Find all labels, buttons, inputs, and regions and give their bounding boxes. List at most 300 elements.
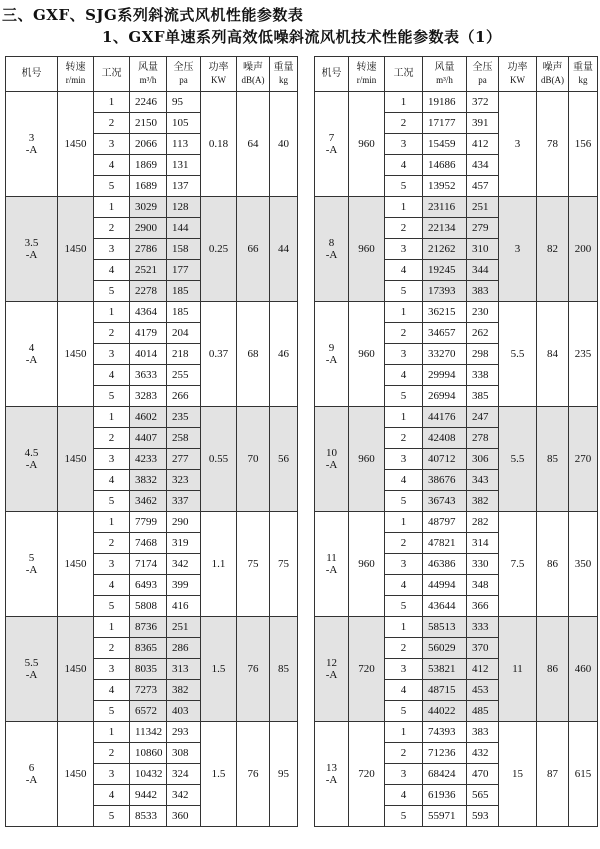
flow-cell: 3462 <box>130 491 167 512</box>
header-weight: 重量 kg <box>270 57 298 92</box>
weight-cell: 40 <box>270 92 298 197</box>
condition-cell: 5 <box>94 596 130 617</box>
speed-cell: 960 <box>349 302 385 407</box>
section-title: 三、GXF、SJG系列斜流式风机性能参数表 <box>2 6 304 24</box>
speed-cell: 1450 <box>58 617 94 722</box>
condition-cell: 2 <box>94 533 130 554</box>
flow-cell: 4179 <box>130 323 167 344</box>
model-cell: 3.5 -A <box>6 197 58 302</box>
model-cell: 7 -A <box>315 92 349 197</box>
pressure-cell: 144 <box>167 218 201 239</box>
weight-cell: 95 <box>270 722 298 827</box>
flow-cell: 26994 <box>423 386 467 407</box>
pressure-cell: 308 <box>167 743 201 764</box>
condition-cell: 3 <box>94 449 130 470</box>
condition-cell: 1 <box>385 512 423 533</box>
pressure-cell: 247 <box>467 407 499 428</box>
pressure-cell: 293 <box>167 722 201 743</box>
flow-cell: 3029 <box>130 197 167 218</box>
flow-cell: 2900 <box>130 218 167 239</box>
pressure-cell: 255 <box>167 365 201 386</box>
pressure-cell: 324 <box>167 764 201 785</box>
table-row <box>6 512 298 533</box>
pressure-cell: 131 <box>167 155 201 176</box>
condition-cell: 4 <box>94 260 130 281</box>
table-row <box>315 617 598 638</box>
pressure-cell: 113 <box>167 134 201 155</box>
flow-cell: 53821 <box>423 659 467 680</box>
pressure-cell: 279 <box>467 218 499 239</box>
table-row <box>6 92 298 113</box>
condition-cell: 2 <box>94 428 130 449</box>
power-cell: 3 <box>499 197 537 302</box>
condition-cell: 3 <box>385 554 423 575</box>
noise-cell: 87 <box>537 722 569 827</box>
flow-cell: 8035 <box>130 659 167 680</box>
pressure-cell: 306 <box>467 449 499 470</box>
condition-cell: 2 <box>385 533 423 554</box>
flow-cell: 4364 <box>130 302 167 323</box>
power-cell: 0.25 <box>201 197 237 302</box>
speed-cell: 720 <box>349 617 385 722</box>
speed-cell: 1450 <box>58 302 94 407</box>
flow-cell: 58513 <box>423 617 467 638</box>
speed-cell: 960 <box>349 197 385 302</box>
condition-cell: 3 <box>385 239 423 260</box>
power-cell: 1.5 <box>201 617 237 722</box>
noise-cell: 86 <box>537 617 569 722</box>
table-row <box>6 617 298 638</box>
condition-cell: 3 <box>385 134 423 155</box>
condition-cell: 5 <box>385 806 423 827</box>
pressure-cell: 453 <box>467 680 499 701</box>
pressure-cell: 177 <box>167 260 201 281</box>
condition-cell: 3 <box>94 659 130 680</box>
model-cell: 13 -A <box>315 722 349 827</box>
table-row <box>315 302 598 323</box>
flow-cell: 19186 <box>423 92 467 113</box>
flow-cell: 7468 <box>130 533 167 554</box>
pressure-cell: 348 <box>467 575 499 596</box>
power-cell: 15 <box>499 722 537 827</box>
flow-cell: 19245 <box>423 260 467 281</box>
flow-cell: 71236 <box>423 743 467 764</box>
condition-cell: 4 <box>94 365 130 386</box>
power-cell: 11 <box>499 617 537 722</box>
weight-cell: 270 <box>569 407 598 512</box>
noise-cell: 78 <box>537 92 569 197</box>
weight-cell: 75 <box>270 512 298 617</box>
pressure-cell: 286 <box>167 638 201 659</box>
table-row <box>315 407 598 428</box>
weight-cell: 85 <box>270 617 298 722</box>
pressure-cell: 319 <box>167 533 201 554</box>
pressure-cell: 366 <box>467 596 499 617</box>
table-row <box>315 512 598 533</box>
speed-cell: 1450 <box>58 407 94 512</box>
pressure-cell: 158 <box>167 239 201 260</box>
condition-cell: 2 <box>94 638 130 659</box>
pressure-cell: 298 <box>467 344 499 365</box>
noise-cell: 68 <box>237 302 270 407</box>
flow-cell: 48715 <box>423 680 467 701</box>
power-cell: 1.5 <box>201 722 237 827</box>
power-cell: 5.5 <box>499 302 537 407</box>
header-row <box>6 57 298 92</box>
flow-cell: 4233 <box>130 449 167 470</box>
flow-cell: 2521 <box>130 260 167 281</box>
weight-cell: 200 <box>569 197 598 302</box>
header-condition: 工况 <box>385 57 423 92</box>
model-cell: 12 -A <box>315 617 349 722</box>
condition-cell: 4 <box>94 575 130 596</box>
flow-cell: 46386 <box>423 554 467 575</box>
flow-cell: 10860 <box>130 743 167 764</box>
pressure-cell: 385 <box>467 386 499 407</box>
condition-cell: 4 <box>385 155 423 176</box>
condition-cell: 3 <box>94 344 130 365</box>
condition-cell: 5 <box>94 491 130 512</box>
model-cell: 5 -A <box>6 512 58 617</box>
flow-cell: 43644 <box>423 596 467 617</box>
flow-cell: 29994 <box>423 365 467 386</box>
pressure-cell: 185 <box>167 281 201 302</box>
noise-cell: 76 <box>237 722 270 827</box>
power-cell: 0.18 <box>201 92 237 197</box>
flow-cell: 8533 <box>130 806 167 827</box>
noise-cell: 76 <box>237 617 270 722</box>
flow-cell: 11342 <box>130 722 167 743</box>
flow-cell: 47821 <box>423 533 467 554</box>
condition-cell: 2 <box>94 743 130 764</box>
pressure-cell: 412 <box>467 659 499 680</box>
flow-cell: 8365 <box>130 638 167 659</box>
condition-cell: 3 <box>385 659 423 680</box>
flow-cell: 17393 <box>423 281 467 302</box>
condition-cell: 1 <box>385 617 423 638</box>
condition-cell: 3 <box>385 764 423 785</box>
pressure-cell: 342 <box>167 554 201 575</box>
flow-cell: 14686 <box>423 155 467 176</box>
condition-cell: 1 <box>385 722 423 743</box>
condition-cell: 4 <box>94 785 130 806</box>
pressure-cell: 457 <box>467 176 499 197</box>
pressure-cell: 565 <box>467 785 499 806</box>
weight-cell: 350 <box>569 512 598 617</box>
table-title: 1、GXF单速系列高效低噪斜流风机技术性能参数表（1） <box>102 28 502 46</box>
flow-cell: 2246 <box>130 92 167 113</box>
flow-cell: 2278 <box>130 281 167 302</box>
condition-cell: 5 <box>94 386 130 407</box>
condition-cell: 5 <box>385 176 423 197</box>
condition-cell: 2 <box>385 743 423 764</box>
condition-cell: 5 <box>385 281 423 302</box>
header-flow: 风量 m³/h <box>130 57 167 92</box>
flow-cell: 6493 <box>130 575 167 596</box>
condition-cell: 4 <box>94 155 130 176</box>
pressure-cell: 372 <box>467 92 499 113</box>
pressure-cell: 383 <box>467 722 499 743</box>
pressure-cell: 403 <box>167 701 201 722</box>
condition-cell: 4 <box>385 575 423 596</box>
pressure-cell: 412 <box>467 134 499 155</box>
header-row <box>315 57 598 92</box>
noise-cell: 64 <box>237 92 270 197</box>
pressure-cell: 382 <box>167 680 201 701</box>
pressure-cell: 185 <box>167 302 201 323</box>
speed-cell: 720 <box>349 722 385 827</box>
condition-cell: 1 <box>385 302 423 323</box>
condition-cell: 1 <box>94 197 130 218</box>
flow-cell: 2150 <box>130 113 167 134</box>
header-condition: 工况 <box>94 57 130 92</box>
pressure-cell: 313 <box>167 659 201 680</box>
weight-cell: 615 <box>569 722 598 827</box>
flow-cell: 74393 <box>423 722 467 743</box>
pressure-cell: 266 <box>167 386 201 407</box>
condition-cell: 1 <box>385 92 423 113</box>
flow-cell: 3633 <box>130 365 167 386</box>
noise-cell: 66 <box>237 197 270 302</box>
flow-cell: 36743 <box>423 491 467 512</box>
flow-cell: 7799 <box>130 512 167 533</box>
condition-cell: 2 <box>385 323 423 344</box>
condition-cell: 4 <box>94 680 130 701</box>
pressure-cell: 485 <box>467 701 499 722</box>
model-cell: 5.5 -A <box>6 617 58 722</box>
speed-cell: 960 <box>349 512 385 617</box>
pressure-cell: 470 <box>467 764 499 785</box>
flow-cell: 61936 <box>423 785 467 806</box>
pressure-cell: 391 <box>467 113 499 134</box>
condition-cell: 1 <box>94 512 130 533</box>
header-power: 功率 KW <box>201 57 237 92</box>
model-cell: 4 -A <box>6 302 58 407</box>
header-flow: 风量 m³/h <box>423 57 467 92</box>
condition-cell: 5 <box>94 176 130 197</box>
flow-cell: 3283 <box>130 386 167 407</box>
table-row <box>6 722 298 743</box>
pressure-cell: 251 <box>467 197 499 218</box>
condition-cell: 2 <box>94 323 130 344</box>
flow-cell: 68424 <box>423 764 467 785</box>
flow-cell: 38676 <box>423 470 467 491</box>
flow-cell: 55971 <box>423 806 467 827</box>
speed-cell: 1450 <box>58 512 94 617</box>
pressure-cell: 593 <box>467 806 499 827</box>
condition-cell: 4 <box>94 470 130 491</box>
condition-cell: 1 <box>385 407 423 428</box>
header-model: 机号 <box>6 57 58 92</box>
condition-cell: 2 <box>385 638 423 659</box>
power-cell: 1.1 <box>201 512 237 617</box>
flow-cell: 2786 <box>130 239 167 260</box>
pressure-cell: 251 <box>167 617 201 638</box>
flow-cell: 23116 <box>423 197 467 218</box>
condition-cell: 3 <box>385 344 423 365</box>
condition-cell: 3 <box>94 239 130 260</box>
weight-cell: 46 <box>270 302 298 407</box>
pressure-cell: 258 <box>167 428 201 449</box>
header-noise: 噪声 dB(A) <box>537 57 569 92</box>
pressure-cell: 262 <box>467 323 499 344</box>
left-spec-table <box>5 56 298 827</box>
condition-cell: 1 <box>94 722 130 743</box>
flow-cell: 4014 <box>130 344 167 365</box>
flow-cell: 22134 <box>423 218 467 239</box>
power-cell: 0.55 <box>201 407 237 512</box>
pressure-cell: 360 <box>167 806 201 827</box>
flow-cell: 56029 <box>423 638 467 659</box>
condition-cell: 5 <box>385 386 423 407</box>
flow-cell: 34657 <box>423 323 467 344</box>
pressure-cell: 128 <box>167 197 201 218</box>
weight-cell: 156 <box>569 92 598 197</box>
pressure-cell: 314 <box>467 533 499 554</box>
flow-cell: 15459 <box>423 134 467 155</box>
condition-cell: 1 <box>385 197 423 218</box>
noise-cell: 86 <box>537 512 569 617</box>
flow-cell: 44994 <box>423 575 467 596</box>
flow-cell: 7273 <box>130 680 167 701</box>
pressure-cell: 310 <box>467 239 499 260</box>
flow-cell: 17177 <box>423 113 467 134</box>
flow-cell: 33270 <box>423 344 467 365</box>
flow-cell: 3832 <box>130 470 167 491</box>
condition-cell: 3 <box>94 134 130 155</box>
condition-cell: 4 <box>385 470 423 491</box>
flow-cell: 44022 <box>423 701 467 722</box>
pressure-cell: 105 <box>167 113 201 134</box>
condition-cell: 3 <box>94 554 130 575</box>
header-speed: 转速 r/min <box>349 57 385 92</box>
condition-cell: 2 <box>385 113 423 134</box>
table-row <box>6 302 298 323</box>
condition-cell: 3 <box>385 449 423 470</box>
weight-cell: 56 <box>270 407 298 512</box>
flow-cell: 40712 <box>423 449 467 470</box>
flow-cell: 2066 <box>130 134 167 155</box>
model-cell: 9 -A <box>315 302 349 407</box>
noise-cell: 75 <box>237 512 270 617</box>
pressure-cell: 399 <box>167 575 201 596</box>
flow-cell: 1689 <box>130 176 167 197</box>
pressure-cell: 218 <box>167 344 201 365</box>
pressure-cell: 204 <box>167 323 201 344</box>
model-cell: 6 -A <box>6 722 58 827</box>
speed-cell: 1450 <box>58 722 94 827</box>
flow-cell: 5808 <box>130 596 167 617</box>
condition-cell: 4 <box>385 260 423 281</box>
power-cell: 5.5 <box>499 407 537 512</box>
pressure-cell: 343 <box>467 470 499 491</box>
weight-cell: 460 <box>569 617 598 722</box>
model-cell: 10 -A <box>315 407 349 512</box>
condition-cell: 3 <box>94 764 130 785</box>
flow-cell: 6572 <box>130 701 167 722</box>
header-weight: 重量 kg <box>569 57 598 92</box>
condition-cell: 1 <box>94 407 130 428</box>
flow-cell: 4407 <box>130 428 167 449</box>
condition-cell: 2 <box>385 428 423 449</box>
flow-cell: 44176 <box>423 407 467 428</box>
header-power: 功率 KW <box>499 57 537 92</box>
pressure-cell: 330 <box>467 554 499 575</box>
condition-cell: 4 <box>385 785 423 806</box>
flow-cell: 10432 <box>130 764 167 785</box>
pressure-cell: 282 <box>467 512 499 533</box>
right-spec-table <box>314 56 598 827</box>
flow-cell: 42408 <box>423 428 467 449</box>
flow-cell: 9442 <box>130 785 167 806</box>
weight-cell: 44 <box>270 197 298 302</box>
pressure-cell: 432 <box>467 743 499 764</box>
header-model: 机号 <box>315 57 349 92</box>
pressure-cell: 278 <box>467 428 499 449</box>
condition-cell: 1 <box>94 302 130 323</box>
flow-cell: 13952 <box>423 176 467 197</box>
header-pressure: 全压 pa <box>467 57 499 92</box>
noise-cell: 84 <box>537 302 569 407</box>
power-cell: 3 <box>499 92 537 197</box>
pressure-cell: 337 <box>167 491 201 512</box>
header-pressure: 全压 pa <box>167 57 201 92</box>
table-row <box>6 197 298 218</box>
condition-cell: 4 <box>385 365 423 386</box>
model-cell: 4.5 -A <box>6 407 58 512</box>
table-row <box>6 407 298 428</box>
condition-cell: 2 <box>94 113 130 134</box>
pressure-cell: 342 <box>167 785 201 806</box>
power-cell: 7.5 <box>499 512 537 617</box>
model-cell: 3 -A <box>6 92 58 197</box>
table-row <box>315 722 598 743</box>
flow-cell: 48797 <box>423 512 467 533</box>
weight-cell: 235 <box>569 302 598 407</box>
flow-cell: 36215 <box>423 302 467 323</box>
noise-cell: 82 <box>537 197 569 302</box>
flow-cell: 8736 <box>130 617 167 638</box>
pressure-cell: 416 <box>167 596 201 617</box>
flow-cell: 21262 <box>423 239 467 260</box>
condition-cell: 5 <box>94 281 130 302</box>
pressure-cell: 230 <box>467 302 499 323</box>
condition-cell: 1 <box>94 92 130 113</box>
pressure-cell: 338 <box>467 365 499 386</box>
pressure-cell: 382 <box>467 491 499 512</box>
condition-cell: 5 <box>385 701 423 722</box>
condition-cell: 5 <box>385 491 423 512</box>
header-speed: 转速 r/min <box>58 57 94 92</box>
speed-cell: 960 <box>349 92 385 197</box>
condition-cell: 5 <box>94 806 130 827</box>
condition-cell: 5 <box>385 596 423 617</box>
flow-cell: 1869 <box>130 155 167 176</box>
header-noise: 噪声 dB(A) <box>237 57 270 92</box>
pressure-cell: 344 <box>467 260 499 281</box>
pressure-cell: 333 <box>467 617 499 638</box>
pressure-cell: 290 <box>167 512 201 533</box>
pressure-cell: 434 <box>467 155 499 176</box>
power-cell: 0.37 <box>201 302 237 407</box>
table-row <box>315 92 598 113</box>
condition-cell: 4 <box>385 680 423 701</box>
speed-cell: 960 <box>349 407 385 512</box>
flow-cell: 4602 <box>130 407 167 428</box>
pressure-cell: 383 <box>467 281 499 302</box>
pressure-cell: 323 <box>167 470 201 491</box>
pressure-cell: 137 <box>167 176 201 197</box>
